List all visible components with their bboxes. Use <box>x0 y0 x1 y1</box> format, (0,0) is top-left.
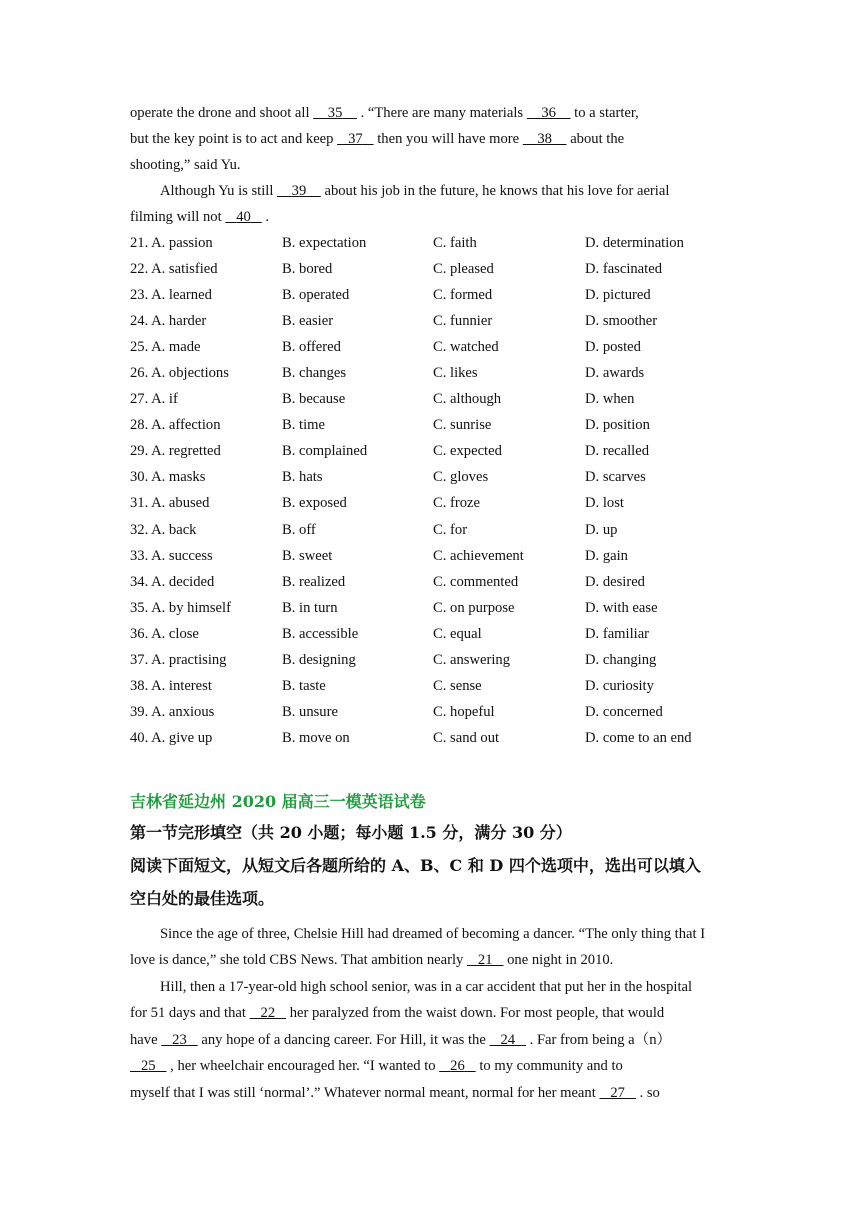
option-row <box>130 413 730 439</box>
option-d: D. lost <box>585 495 624 512</box>
option-c: C. sense <box>433 678 482 695</box>
option-d: D. scarves <box>585 469 646 486</box>
option-a: 26. A. objections <box>130 365 229 382</box>
option-c: C. hopeful <box>433 704 495 721</box>
passage-line: shooting,” said Yu. <box>130 157 241 173</box>
option-row <box>130 387 730 413</box>
option-row <box>130 595 730 621</box>
story-line: for 51 days and that 22 her paralyzed from the waist down. For most people, that would <box>130 1005 665 1022</box>
option-row <box>130 726 730 752</box>
option-row <box>130 569 730 595</box>
option-row <box>130 308 730 334</box>
option-a: 25. A. made <box>130 338 201 355</box>
option-a: 40. A. give up <box>130 730 213 747</box>
passage-line: Although Yu is still 39 about his job in the future, he knows that his love for aerial <box>160 183 670 199</box>
option-d: D. with ease <box>585 599 658 616</box>
option-d: D. desired <box>585 573 645 590</box>
option-a: 22. A. satisfied <box>130 260 218 277</box>
option-c: C. on purpose <box>433 599 515 616</box>
option-row <box>130 621 730 647</box>
blank-22: 22 <box>260 1005 276 1022</box>
option-b: B. offered <box>282 338 341 355</box>
option-b: B. easier <box>282 312 334 329</box>
option-a: 24. A. harder <box>130 312 207 329</box>
option-c: C. equal <box>433 625 482 642</box>
instruction-line: 空白处的最佳选项。 <box>130 888 275 908</box>
option-b: B. accessible <box>282 625 359 642</box>
option-d: D. determination <box>585 234 684 251</box>
option-c: C. faith <box>433 234 477 251</box>
option-b: B. sweet <box>282 547 333 564</box>
option-b: B. move on <box>282 730 350 747</box>
story-passage <box>130 921 730 1107</box>
option-b: B. operated <box>282 286 350 303</box>
passage-line: but the key point is to act and keep 37 then you will have more 38 about the <box>130 131 625 147</box>
story-line: have 23 any hope of a dancing career. For Hill, it was the 24 . Far from being a（n） <box>130 1031 672 1048</box>
option-d: D. fascinated <box>585 260 662 277</box>
passage-line: filming will not 40 . <box>130 209 270 225</box>
option-a: 34. A. decided <box>130 573 215 590</box>
option-a: 27. A. if <box>130 391 178 408</box>
option-c: C. for <box>433 521 468 538</box>
option-c: C. sand out <box>433 730 500 747</box>
option-d: D. familiar <box>585 625 650 642</box>
option-d: D. pictured <box>585 286 651 303</box>
option-a: 33. A. success <box>130 547 213 564</box>
blank-39: 39 <box>291 183 307 199</box>
option-row <box>130 439 730 465</box>
option-d: D. changing <box>585 652 657 669</box>
option-b: B. time <box>282 417 325 434</box>
option-c: C. gloves <box>433 469 489 486</box>
story-line: Since the age of three, Chelsie Hill had dreamed of becoming a dancer. “The only thing that I <box>160 925 706 942</box>
option-row <box>130 491 730 517</box>
option-row <box>130 648 730 674</box>
option-d: D. posted <box>585 338 641 355</box>
option-b: B. in turn <box>282 599 338 616</box>
option-c: C. although <box>433 391 502 408</box>
blank-23: 23 <box>172 1031 187 1048</box>
option-d: D. recalled <box>585 443 650 460</box>
option-row <box>130 360 730 386</box>
option-c: C. commented <box>433 573 519 590</box>
option-c: C. froze <box>433 495 481 512</box>
option-c: C. funnier <box>433 312 493 329</box>
option-c: C. sunrise <box>433 417 492 434</box>
blank-38: 38 <box>537 131 552 147</box>
option-row <box>130 700 730 726</box>
passage-line: operate the drone and shoot all 35 . “There are many materials 36 to a starter, <box>130 105 639 121</box>
exam-title: 吉林省延边州 2020 届高三一模英语试卷 <box>130 791 426 811</box>
option-c: C. pleased <box>433 260 494 277</box>
option-b: B. hats <box>282 469 323 486</box>
option-a: 35. A. by himself <box>130 599 231 616</box>
option-a: 28. A. affection <box>130 417 221 434</box>
option-a: 29. A. regretted <box>130 443 221 460</box>
option-row <box>130 230 730 256</box>
option-b: B. realized <box>282 573 346 590</box>
option-a: 23. A. learned <box>130 286 212 303</box>
option-row <box>130 465 730 491</box>
story-line: 25 , her wheelchair encouraged her. “I wanted to 26 to my community and to <box>130 1053 730 1080</box>
option-d: D. up <box>585 521 618 538</box>
option-a: 31. A. abused <box>130 495 210 512</box>
blank-40: 40 <box>236 209 251 225</box>
option-row <box>130 334 730 360</box>
option-d: D. come to an end <box>585 730 692 747</box>
option-d: D. when <box>585 391 635 408</box>
story-line: myself that I was still ‘normal’.” Whatever normal meant, normal for her meant 27 . so <box>130 1084 660 1101</box>
option-d: D. awards <box>585 365 645 382</box>
option-d: D. position <box>585 417 650 434</box>
option-a: 39. A. anxious <box>130 704 215 721</box>
part-heading: 第一节完形填空（共 20 小题；每小题 1.5 分，满分 30 分） <box>130 822 572 842</box>
option-a: 21. A. passion <box>130 234 213 251</box>
option-b: B. expectation <box>282 234 367 251</box>
option-c: C. answering <box>433 652 511 669</box>
option-d: D. curiosity <box>585 678 654 695</box>
blank-21: 21 <box>477 952 493 969</box>
option-b: B. because <box>282 391 346 408</box>
option-d: D. smoother <box>585 312 658 329</box>
option-d: D. gain <box>585 547 628 564</box>
option-row <box>130 517 730 543</box>
option-c: C. watched <box>433 338 499 355</box>
option-c: C. likes <box>433 365 478 382</box>
blank-25: 25 <box>140 1058 156 1075</box>
option-b: B. off <box>282 521 316 538</box>
option-row <box>130 674 730 700</box>
option-c: C. expected <box>433 443 502 460</box>
blank-37: 37 <box>348 131 363 147</box>
option-a: 30. A. masks <box>130 469 206 486</box>
blank-24: 24 <box>500 1031 516 1048</box>
option-b: B. exposed <box>282 495 347 512</box>
story-line: Hill, then a 17-year-old high school senior, was in a car accident that put her in the hospital <box>160 978 693 995</box>
option-b: B. taste <box>282 678 326 695</box>
blank-35: 35 <box>327 105 343 121</box>
document-page <box>130 100 730 1106</box>
option-a: 36. A. close <box>130 625 199 642</box>
option-row <box>130 256 730 282</box>
story-line: love is dance,” she told CBS News. That ambition nearly 21 one night in 2010. <box>130 952 614 969</box>
option-row <box>130 282 730 308</box>
options-table <box>130 230 730 752</box>
option-b: B. unsure <box>282 704 338 721</box>
blank-27: 27 <box>610 1084 625 1101</box>
blank-36: 36 <box>541 105 556 121</box>
option-b: B. bored <box>282 260 333 277</box>
option-b: B. changes <box>282 365 347 382</box>
option-c: C. achievement <box>433 547 524 564</box>
instruction-line: 阅读下面短文，从短文后各题所给的 A、B、C 和 D 四个选项中，选出可以填入 <box>130 855 701 875</box>
blank-26: 26 <box>450 1058 465 1075</box>
option-b: B. complained <box>282 443 368 460</box>
option-b: B. designing <box>282 652 356 669</box>
option-a: 38. A. interest <box>130 678 212 695</box>
option-c: C. formed <box>433 286 493 303</box>
option-row <box>130 543 730 569</box>
option-a: 37. A. practising <box>130 652 227 669</box>
option-d: D. concerned <box>585 704 663 721</box>
option-a: 32. A. back <box>130 521 197 538</box>
